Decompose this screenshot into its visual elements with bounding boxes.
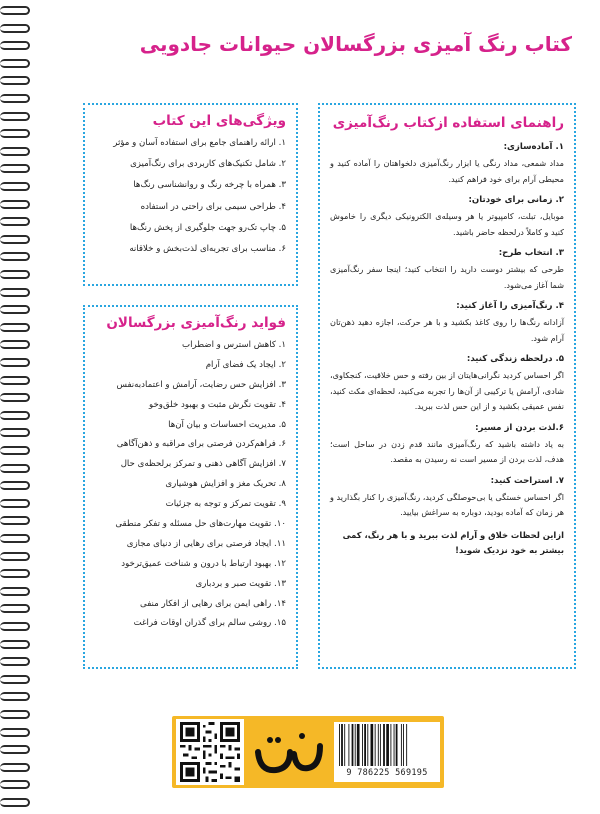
- spiral-ring: [0, 129, 30, 138]
- step-body: به یاد داشته باشید که رنگ‌آمیزی مانند قدم زدن در ساحل است؛ هدف، لذت بردن از مسیر است نه رسیدن به مقصد.: [330, 438, 564, 464]
- barcode-bar: [390, 724, 391, 766]
- barcode-bar: [403, 724, 404, 766]
- isbn-barcode: [334, 722, 440, 782]
- spiral-ring: [0, 569, 30, 578]
- barcode-bar: [380, 724, 381, 766]
- barcode-bar: [355, 724, 356, 766]
- list-item: ۱۳. تقویت صبر و بردباری: [195, 578, 286, 589]
- publisher-logo: [250, 722, 330, 784]
- spiral-ring: [0, 516, 30, 525]
- step-title: ۵. درلحظه زندگی کنید:: [466, 354, 564, 364]
- spiral-ring: [0, 200, 30, 209]
- list-item: ۴. طراحی سیمی برای راحتی در استفاده: [140, 201, 286, 212]
- list-item: ۹. تقویت تمرکز و توجه به جزئیات: [165, 499, 286, 510]
- barcode-bar: [396, 724, 398, 766]
- barcode-bar: [339, 724, 340, 766]
- list-item: ۱۲. بهبود ارتباط با درون و شناخت عمیق‌ترخود: [121, 558, 286, 569]
- spiral-ring: [0, 446, 30, 455]
- barcode-bar: [341, 724, 343, 766]
- spiral-ring: [0, 112, 30, 121]
- spiral-ring: [0, 534, 30, 543]
- step-title: ۲. زمانی برای خودتان:: [468, 195, 564, 205]
- spiral-ring: [0, 692, 30, 701]
- spiral-ring: [0, 763, 30, 772]
- list-item: ۱۴. راهی ایمن برای رهایی از افکار منفی: [140, 598, 286, 609]
- spiral-ring: [0, 464, 30, 473]
- list-item: ۶. فراهم‌کردن فرصتی برای مراقبه و ذهن‌آگاهی: [116, 439, 286, 450]
- spiral-ring: [0, 147, 30, 156]
- barcode-bar: [348, 724, 349, 766]
- spiral-ring: [0, 164, 30, 173]
- barcode-bar: [386, 724, 389, 766]
- barcode-bar: [375, 724, 376, 766]
- list-item: ۱. ارائه راهنمای جامع برای استفاده آسان و مؤثر: [113, 138, 286, 148]
- step-title: ۶.لذت بردن از مسیر:: [475, 422, 564, 433]
- step-body: طرحی که بیشتر دوست دارید را انتخاب کنید؛ اینجا سفر رنگ‌آمیزی شما آغاز می‌شود.: [330, 264, 564, 290]
- spiral-ring: [0, 252, 30, 261]
- list-item: ۵. مدیریت احساسات و بیان آن‌ها: [168, 419, 286, 430]
- spiral-ring: [0, 499, 30, 508]
- features-heading: ویژگی‌های این کتاب: [152, 113, 286, 129]
- spiral-binding: [0, 0, 28, 814]
- spiral-ring: [0, 235, 30, 244]
- spiral-ring: [0, 182, 30, 191]
- spiral-ring: [0, 657, 30, 666]
- barcode-bar: [364, 724, 366, 766]
- list-item: ۳. افزایش حس رضایت، آرامش و اعتمادبه‌نفس: [116, 379, 286, 390]
- spiral-ring: [0, 622, 30, 631]
- spiral-ring: [0, 552, 30, 561]
- book-title: کتاب رنگ آمیزی بزرگسالان حیوانات جادویی: [139, 32, 572, 56]
- spiral-ring: [0, 270, 30, 279]
- spiral-ring: [0, 710, 30, 719]
- step-body: مداد شمعی، مداد رنگی یا ابزار رنگ‌آمیزی دلخواهتان را آماده کنید و محیطی آرام برای خود فراهم کنید.: [330, 158, 564, 184]
- spiral-ring: [0, 675, 30, 684]
- step-title: ۱. آماده‌سازی:: [503, 142, 564, 152]
- usage-guide-box: [318, 103, 576, 669]
- spiral-ring: [0, 24, 30, 33]
- spiral-ring: [0, 728, 30, 737]
- list-item: ۱۰. تقویت مهارت‌های حل مسئله و تفکر منطقی: [115, 519, 286, 530]
- list-item: ۷. افزایش آگاهی ذهنی و تمرکز برلحظه‌ی حال: [120, 459, 286, 470]
- spiral-ring: [0, 640, 30, 649]
- spiral-ring: [0, 745, 30, 754]
- spiral-ring: [0, 59, 30, 68]
- barcode-bar: [352, 724, 354, 766]
- barcode-bar: [378, 724, 379, 766]
- benefits-heading: فواید رنگ‌آمیزی بزرگسالان: [106, 315, 286, 331]
- spiral-ring: [0, 217, 30, 226]
- spiral-ring: [0, 6, 30, 15]
- list-item: ۸. تحریک مغز و افزایش هوشیاری: [165, 479, 286, 490]
- spiral-ring: [0, 481, 30, 490]
- step-body: اگر احساس خستگی یا بی‌حوصلگی کردید، رنگ‌آمیزی را کنار بگذارید و هر زمان که آماده بودید، دوباره به سراغش بیایید.: [330, 491, 564, 517]
- step-title: ۳. انتخاب طرح:: [498, 248, 564, 258]
- spiral-ring: [0, 798, 30, 807]
- list-item: ۱۵. روشی سالم برای گذران اوقات فراغت: [133, 618, 286, 629]
- list-item: ۱. کاهش استرس و اضطراب: [182, 340, 286, 350]
- barcode-bar: [383, 724, 385, 766]
- spiral-ring: [0, 358, 30, 367]
- barcode-bar: [401, 724, 402, 766]
- list-item: ۳. همراه با چرخه رنگ و روانشناسی رنگ‌ها: [133, 180, 286, 191]
- step-title: ۴. رنگ‌آمیزی را آغاز کنید:: [456, 301, 564, 311]
- closing-note: ازاین لحظات خلاق و آرام لذت ببرید و با هر رنگ، کمی بیشتر به خود نزدیک شوید!: [342, 529, 564, 555]
- step-body: اگر احساس کردید نگرانی‌هایتان از بین رفته و حس خلاقیت، کنجکاوی، شادی، آرامش یا ترکیبی از آن‌ها را تجربه می‌کنید، لحظه‌ای مکث کنید، نفس عمیقی بکشید و از این حس لذت ببرید.: [330, 370, 564, 411]
- list-item: ۲. ایجاد یک فضای آرام: [205, 359, 286, 370]
- barcode-bar: [406, 724, 407, 766]
- spiral-ring: [0, 340, 30, 349]
- spiral-ring: [0, 376, 30, 385]
- features-box: [83, 103, 298, 286]
- step-body: آزادانه رنگ‌ها را روی کاغذ بکشید و با هر حرکت، اجازه دهید ذهن‌تان آرام شود.: [330, 317, 564, 343]
- benefits-box: [83, 305, 298, 669]
- spiral-ring: [0, 411, 30, 420]
- spiral-ring: [0, 604, 30, 613]
- spiral-ring: [0, 780, 30, 789]
- barcode-bar: [357, 724, 360, 766]
- spiral-ring: [0, 323, 30, 332]
- spiral-ring: [0, 288, 30, 297]
- qr-code: [176, 719, 244, 785]
- spiral-ring: [0, 305, 30, 314]
- list-item: ۶. مناسب برای تجربه‌ای لذت‌بخش و خلاقانه: [129, 243, 286, 254]
- spiral-ring: [0, 587, 30, 596]
- barcode-bar: [394, 724, 395, 766]
- barcode-bar: [367, 724, 368, 766]
- barcode-bar: [362, 724, 363, 766]
- spiral-ring: [0, 94, 30, 103]
- list-item: ۴. تقویت نگرش مثبت و بهبود خلق‌وخو: [149, 399, 286, 410]
- barcode-bar: [371, 724, 374, 766]
- barcode-bar: [344, 724, 345, 766]
- isbn-number: 9 786225 569195: [346, 768, 428, 778]
- usage-guide-heading: راهنمای استفاده ازکتاب رنگ‌آمیزی: [332, 115, 564, 131]
- spiral-ring: [0, 76, 30, 85]
- list-item: ۱۱. ایجاد فرصتی برای رهایی از دنیای مجازی: [126, 538, 286, 549]
- spiral-ring: [0, 428, 30, 437]
- step-title: ۷. استراحت کنید:: [490, 475, 564, 486]
- list-item: ۲. شامل تکنیک‌های کاربردی برای رنگ‌آمیزی: [130, 159, 286, 170]
- spiral-ring: [0, 393, 30, 402]
- spiral-ring: [0, 41, 30, 50]
- step-body: موبایل، تبلت، کامپیوتر یا هر وسیله‌ی الکترونیکی دیگری را خاموش کنید و کاملاً درلحظه حاضر باشید.: [330, 211, 564, 237]
- list-item: ۵. چاپ تک‌رو جهت جلوگیری از پخش رنگ‌ها: [129, 222, 286, 233]
